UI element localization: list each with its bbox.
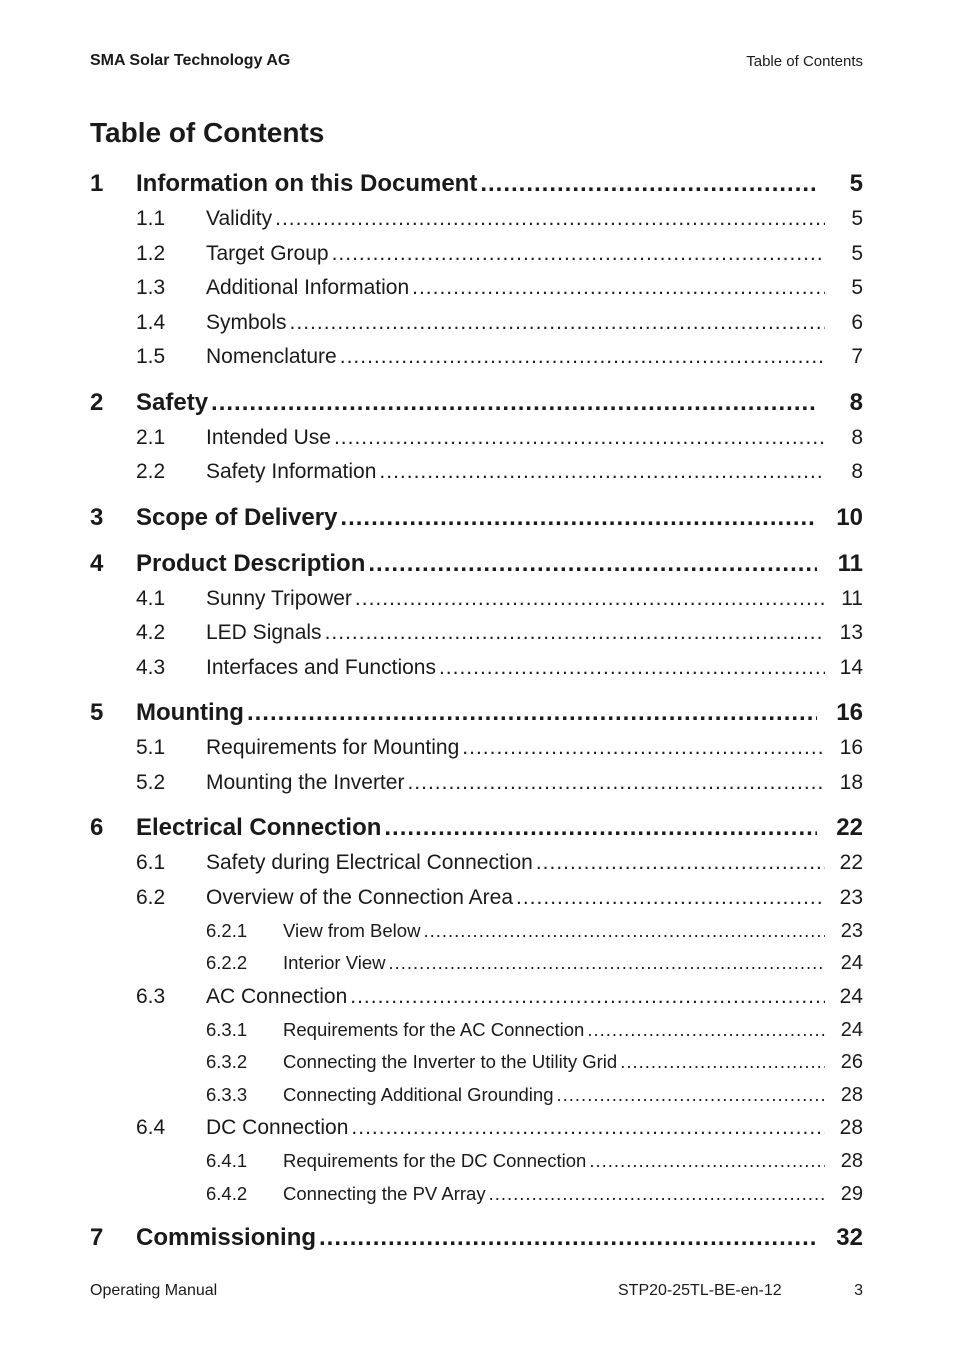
toc-dot-leader: [351, 1111, 825, 1146]
toc-dot-leader: [462, 731, 825, 766]
toc-entry[interactable]: [90, 271, 863, 306]
toc-entry-number: 6.4.2: [206, 1182, 248, 1204]
toc-entry[interactable]: [90, 1014, 863, 1046]
toc-entry[interactable]: [90, 1145, 863, 1177]
toc-entry-page: 8: [849, 388, 863, 416]
toc-entry[interactable]: [90, 306, 863, 341]
toc-entry[interactable]: [90, 1046, 863, 1078]
toc-entry-page: 23: [839, 885, 863, 909]
toc-entry-number: 6.3.3: [206, 1083, 248, 1105]
toc-entry-number: 5.1: [136, 736, 166, 759]
toc-entry[interactable]: [90, 881, 863, 916]
toc-entry-page: 10: [836, 503, 863, 531]
toc-entry-page: 22: [836, 814, 863, 841]
toc-entry-page: 16: [839, 736, 863, 759]
toc-entry-title: AC Connection: [206, 984, 348, 1008]
toc-dot-leader: [388, 947, 825, 979]
toc-entry-number: 1.2: [136, 241, 166, 265]
toc-entry-page: 24: [840, 952, 863, 975]
toc-entry-page: 28: [840, 1083, 863, 1106]
toc-entry-page: 5: [849, 170, 863, 197]
toc-dot-leader: [423, 915, 825, 947]
toc-entry-page: 6: [851, 310, 863, 334]
toc-entry-title: Product Description: [136, 549, 366, 577]
toc-entry-title: View from Below: [283, 920, 421, 941]
toc-entry-page: 7: [851, 345, 863, 368]
toc-entry-title: Mounting the Inverter: [206, 770, 405, 794]
toc-entry-number: 4: [90, 549, 104, 577]
toc-entry-page: 8: [851, 425, 863, 449]
toc-entry[interactable]: [90, 166, 863, 202]
toc-entry-title: Commissioning: [136, 1224, 317, 1252]
toc-entry-number: 1: [90, 170, 104, 197]
toc-dot-leader: [340, 340, 825, 375]
toc-entry-page: 5: [851, 207, 863, 230]
toc-entry-page: 13: [839, 621, 863, 644]
toc-entry[interactable]: [90, 915, 863, 947]
toc-entry-number: 3: [90, 503, 104, 531]
toc-entry-number: 1.3: [136, 276, 166, 299]
toc-entry-number: 5.2: [136, 770, 166, 794]
toc-dot-leader: [325, 616, 825, 651]
toc-entry-number: 4.1: [136, 586, 166, 610]
footer-doc-id: STP20-25TL-BE-en-12: [618, 1282, 782, 1299]
toc-entry-title: Electrical Connection: [136, 814, 382, 841]
toc-entry[interactable]: [90, 340, 863, 375]
toc-entry[interactable]: [90, 695, 863, 731]
toc-entry-title: Symbols: [206, 310, 287, 334]
toc-entry-number: 6.4: [136, 1115, 166, 1139]
toc-entry-page: 8: [851, 460, 863, 483]
toc-entry-number: 1.1: [136, 207, 166, 230]
toc-entry-page: 11: [841, 586, 863, 610]
toc-entry-title: Target Group: [206, 241, 329, 265]
toc-entry-title: Intended Use: [206, 425, 331, 449]
toc-entry-title: DC Connection: [206, 1115, 349, 1139]
toc-entry[interactable]: [90, 237, 863, 272]
toc-entry[interactable]: [90, 202, 863, 237]
toc-entry-number: 6.4.1: [206, 1150, 248, 1172]
toc-entry-title: Safety during Electrical Connection: [206, 851, 533, 874]
toc-entry-number: 1.5: [136, 345, 166, 368]
toc-dot-leader: [290, 306, 825, 341]
toc-entry-number: 6.2: [136, 885, 166, 909]
toc-dot-leader: [516, 881, 825, 916]
toc-entry-title: Requirements for the DC Connection: [283, 1150, 587, 1172]
toc-entry-page: 26: [840, 1051, 863, 1074]
toc-entry-page: 24: [839, 984, 863, 1008]
toc-dot-leader: [355, 582, 825, 617]
toc-dot-leader: [587, 1014, 825, 1046]
toc-entry[interactable]: [90, 651, 863, 686]
toc-entry[interactable]: [90, 385, 863, 421]
toc-entry-page: 23: [840, 920, 863, 942]
toc-dot-leader: [334, 421, 825, 456]
toc-dot-leader: [557, 1079, 826, 1111]
toc-entry-title: Interior View: [283, 952, 386, 974]
toc-dot-leader: [589, 1145, 825, 1177]
toc-entry[interactable]: [90, 1178, 863, 1210]
toc-dot-leader: [620, 1046, 825, 1078]
toc-entry-title: Connecting Additional Grounding: [283, 1083, 554, 1105]
toc-entry-title: Validity: [206, 207, 273, 230]
toc-dot-leader: [489, 1178, 825, 1210]
toc-entry-number: 6: [90, 814, 104, 841]
toc-entry[interactable]: [90, 980, 863, 1015]
toc-entry-title: Nomenclature: [206, 345, 337, 368]
toc-entry-page: 14: [839, 655, 863, 679]
toc-entry-page: 5: [851, 276, 863, 299]
toc-entry-page: 5: [851, 241, 863, 265]
toc-dot-leader: [379, 455, 825, 490]
toc-entry-title: Information on this Document: [136, 170, 478, 197]
toc-entry-page: 28: [839, 1115, 863, 1139]
toc-entry[interactable]: [90, 1079, 863, 1111]
toc-entry[interactable]: [90, 947, 863, 979]
toc-dot-leader: [439, 651, 825, 686]
toc-entry-page: 28: [840, 1150, 863, 1173]
toc-entry[interactable]: [90, 810, 863, 846]
toc-entry-page: 16: [836, 699, 863, 726]
toc-entry-page: 11: [837, 549, 863, 577]
toc-entry[interactable]: [90, 766, 863, 801]
toc-entry-title: Connecting the PV Array: [283, 1182, 486, 1204]
toc-entry[interactable]: [90, 500, 863, 536]
toc-dot-leader: [275, 202, 825, 237]
toc-entry-page: 32: [836, 1224, 863, 1252]
toc-entry-number: 7: [90, 1224, 104, 1252]
toc-entry-title: Safety: [136, 388, 209, 416]
toc-dot-leader: [350, 980, 825, 1015]
toc-entry-title: Safety Information: [206, 460, 377, 483]
toc-entry-number: 4.3: [136, 655, 166, 679]
toc-entry-number: 6.3: [136, 984, 166, 1008]
toc-dot-leader: [340, 500, 817, 536]
toc-entry-number: 6.2.2: [206, 952, 248, 974]
toc-dot-leader: [368, 546, 817, 582]
toc-entry-number: 4.2: [136, 621, 166, 644]
toc-entry-title: Requirements for the AC Connection: [283, 1019, 585, 1041]
toc-entry-title: Requirements for Mounting: [206, 736, 460, 759]
toc-dot-leader: [480, 166, 817, 202]
toc-dot-leader: [536, 846, 825, 881]
toc-entry[interactable]: [90, 582, 863, 617]
toc-entry-page: 24: [840, 1019, 863, 1042]
toc-entry[interactable]: [90, 455, 863, 490]
header-section: Table of Contents: [746, 53, 863, 70]
toc-entry-title: Connecting the Inverter to the Utility Grid: [283, 1051, 618, 1073]
footer-manual: Operating Manual: [90, 1282, 218, 1299]
toc-entry-page: 29: [840, 1182, 863, 1205]
toc-entry[interactable]: [90, 1111, 863, 1146]
toc-dot-leader: [332, 237, 825, 272]
toc-entry-title: Additional Information: [206, 276, 410, 299]
toc-entry-number: 2: [90, 388, 104, 416]
toc-dot-leader: [412, 271, 825, 306]
toc-entry-number: 6.3.1: [206, 1019, 248, 1041]
toc-entry-number: 6.2.1: [206, 920, 248, 941]
toc-entry[interactable]: [90, 616, 863, 651]
toc-entry-title: Interfaces and Functions: [206, 655, 436, 679]
toc-entry-number: 5: [90, 699, 104, 726]
toc-entry[interactable]: [90, 546, 863, 582]
footer-page-number: 3: [854, 1282, 863, 1299]
toc-entry-number: 1.4: [136, 310, 166, 334]
toc-dot-leader: [247, 695, 817, 731]
toc-entry[interactable]: [90, 731, 863, 766]
toc-entry-number: 2.2: [136, 460, 166, 483]
table-of-contents: [90, 166, 863, 1256]
toc-entry-title: LED Signals: [206, 621, 322, 644]
toc-entry[interactable]: [90, 846, 863, 881]
toc-entry-number: 6.1: [136, 851, 166, 874]
page-title: Table of Contents: [90, 117, 325, 148]
toc-entry-title: Mounting: [136, 699, 244, 726]
toc-entry-number: 6.3.2: [206, 1051, 248, 1073]
toc-dot-leader: [211, 385, 817, 421]
toc-entry-number: 2.1: [136, 425, 166, 449]
toc-entry-page: 22: [839, 851, 863, 874]
toc-entry[interactable]: [90, 421, 863, 456]
toc-entry-title: Overview of the Connection Area: [206, 885, 514, 909]
toc-entry[interactable]: [90, 1220, 863, 1256]
toc-entry-title: Sunny Tripower: [206, 586, 352, 610]
toc-entry-title: Scope of Delivery: [136, 503, 338, 531]
toc-dot-leader: [384, 810, 817, 846]
toc-dot-leader: [319, 1220, 817, 1256]
header-company: SMA Solar Technology AG: [90, 52, 291, 69]
toc-dot-leader: [407, 766, 825, 801]
toc-entry-page: 18: [839, 770, 863, 794]
